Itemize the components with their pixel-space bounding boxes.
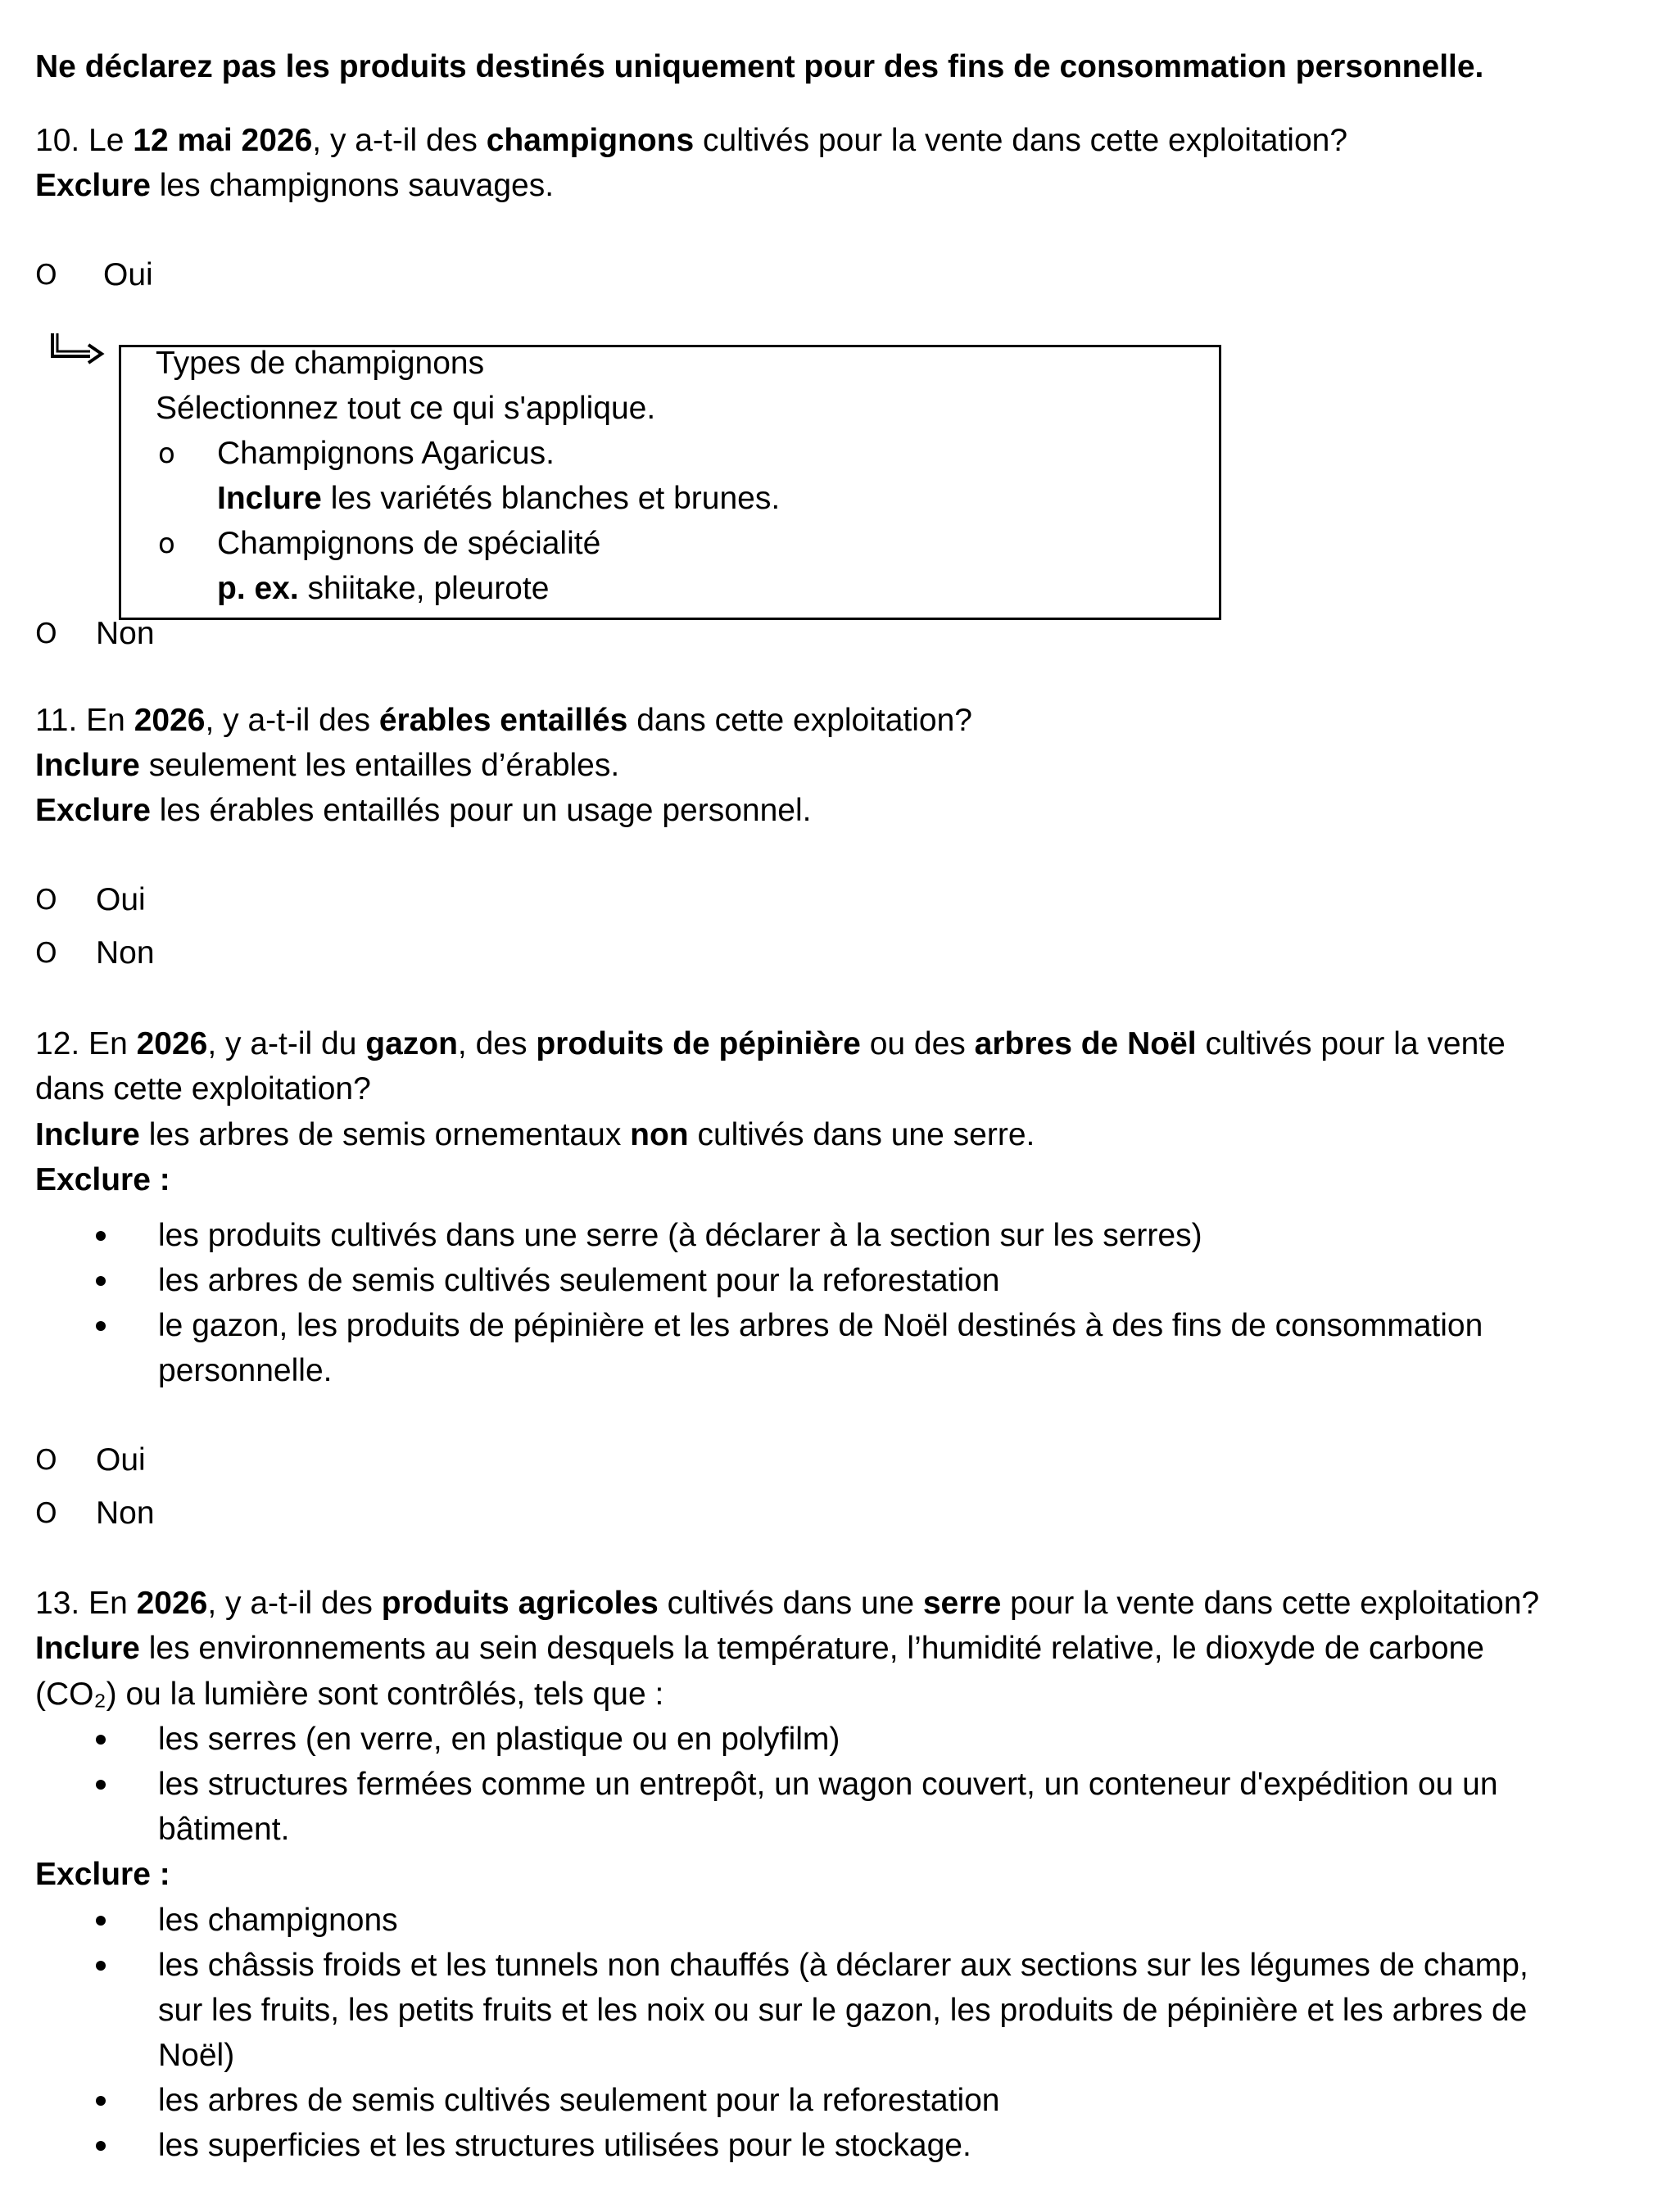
q11-include: Inclure seulement les entailles d’érables.: [35, 748, 620, 783]
branch-arrow-icon: [48, 330, 106, 376]
q12-yes-radio[interactable]: O: [35, 1444, 57, 1477]
q13-include-line2: (CO₂) ou la lumière sont contrôlés, tels que :: [35, 1677, 664, 1712]
q12-exclude-item-cont: personnelle.: [158, 1353, 333, 1388]
q10-no-radio[interactable]: O: [35, 618, 57, 650]
q12-no-radio[interactable]: O: [35, 1497, 57, 1530]
q11-yes-label: Oui: [96, 882, 146, 917]
q13-exclude-item: les arbres de semis cultivés seulement pour la reforestation: [158, 2083, 1000, 2118]
mushroom-types-title: Types de champignons: [156, 346, 485, 381]
q10-yes-label: Oui: [103, 257, 153, 292]
q13-exclude-item-cont: Noël): [158, 2038, 235, 2073]
q13-exclude-item: les châssis froids et les tunnels non chauffés (à déclarer aux sections sur les légumes de champ,: [158, 1948, 1528, 1983]
q12-exclude-heading: Exclure :: [35, 1162, 170, 1197]
specialty-checkbox[interactable]: o: [158, 527, 175, 560]
agaricus-note: Inclure les variétés blanches et brunes.: [217, 481, 781, 516]
q13-exclude-item: les champignons: [158, 1903, 398, 1938]
specialty-note: p. ex. shiitake, pleurote: [217, 571, 550, 606]
bullet-icon: [96, 1276, 106, 1286]
consumption-instruction-text: Ne déclarez pas les produits destinés uniquement pour des fins de consommation personnelle.: [35, 49, 1484, 84]
q13-question: 13. En 2026, y a-t-il des produits agricoles cultivés dans une serre pour la vente dans cette exploitation?: [35, 1586, 1540, 1621]
q13-include-item-cont: bâtiment.: [158, 1812, 290, 1847]
q12-question-line2: dans cette exploitation?: [35, 1071, 371, 1107]
q11-no-radio[interactable]: O: [35, 937, 57, 970]
q10-question: 10. Le 12 mai 2026, y a-t-il des champignons cultivés pour la vente dans cette exploitation?: [35, 123, 1348, 158]
q13-exclude-heading: Exclure :: [35, 1857, 170, 1892]
q12-question: 12. En 2026, y a-t-il du gazon, des produits de pépinière ou des arbres de Noël cultivés pour la vente: [35, 1026, 1506, 1061]
bullet-icon: [96, 1916, 106, 1926]
q12-include: Inclure les arbres de semis ornementaux non cultivés dans une serre.: [35, 1117, 1035, 1152]
q10-exclude: Exclure les champignons sauvages.: [35, 168, 555, 203]
specialty-label: Champignons de spécialité: [217, 526, 601, 561]
q10-yes-radio[interactable]: O: [35, 259, 57, 292]
q12-yes-label: Oui: [96, 1442, 146, 1478]
bullet-icon: [96, 1231, 106, 1241]
q10-no-label: Non: [96, 616, 155, 651]
q12-exclude-item: les arbres de semis cultivés seulement pour la reforestation: [158, 1263, 1000, 1298]
bullet-icon: [96, 1780, 106, 1790]
q11-no-label: Non: [96, 935, 155, 971]
bullet-icon: [96, 2096, 106, 2106]
q13-include-item: les structures fermées comme un entrepôt, un wagon couvert, un conteneur d'expédition ou un: [158, 1767, 1498, 1802]
q13-exclude-item-cont: sur les fruits, les petits fruits et les noix ou sur le gazon, les produits de pépinière et les arbres de: [158, 1993, 1528, 2028]
agaricus-label: Champignons Agaricus.: [217, 436, 555, 471]
q12-no-label: Non: [96, 1496, 155, 1531]
q11-exclude: Exclure les érables entaillés pour un usage personnel.: [35, 793, 812, 828]
q11-question: 11. En 2026, y a-t-il des érables entaillés dans cette exploitation?: [35, 703, 972, 738]
bullet-icon: [96, 2141, 106, 2151]
q13-include: Inclure les environnements au sein desquels la température, l’humidité relative, le dioxyde de carbone: [35, 1631, 1484, 1666]
q12-exclude-item: les produits cultivés dans une serre (à déclarer à la section sur les serres): [158, 1218, 1202, 1253]
bullet-icon: [96, 1735, 106, 1745]
agaricus-checkbox[interactable]: o: [158, 437, 175, 470]
bullet-icon: [96, 1321, 106, 1331]
q13-exclude-item: les superficies et les structures utilisées pour le stockage.: [158, 2128, 971, 2163]
q11-yes-radio[interactable]: O: [35, 884, 57, 916]
q13-include-item: les serres (en verre, en plastique ou en polyfilm): [158, 1722, 840, 1757]
mushroom-types-subtitle: Sélectionnez tout ce qui s'applique.: [156, 391, 656, 426]
q12-exclude-item: le gazon, les produits de pépinière et les arbres de Noël destinés à des fins de consommation: [158, 1308, 1483, 1343]
bullet-icon: [96, 1961, 106, 1971]
consumption-instruction: [35, 44, 1483, 90]
